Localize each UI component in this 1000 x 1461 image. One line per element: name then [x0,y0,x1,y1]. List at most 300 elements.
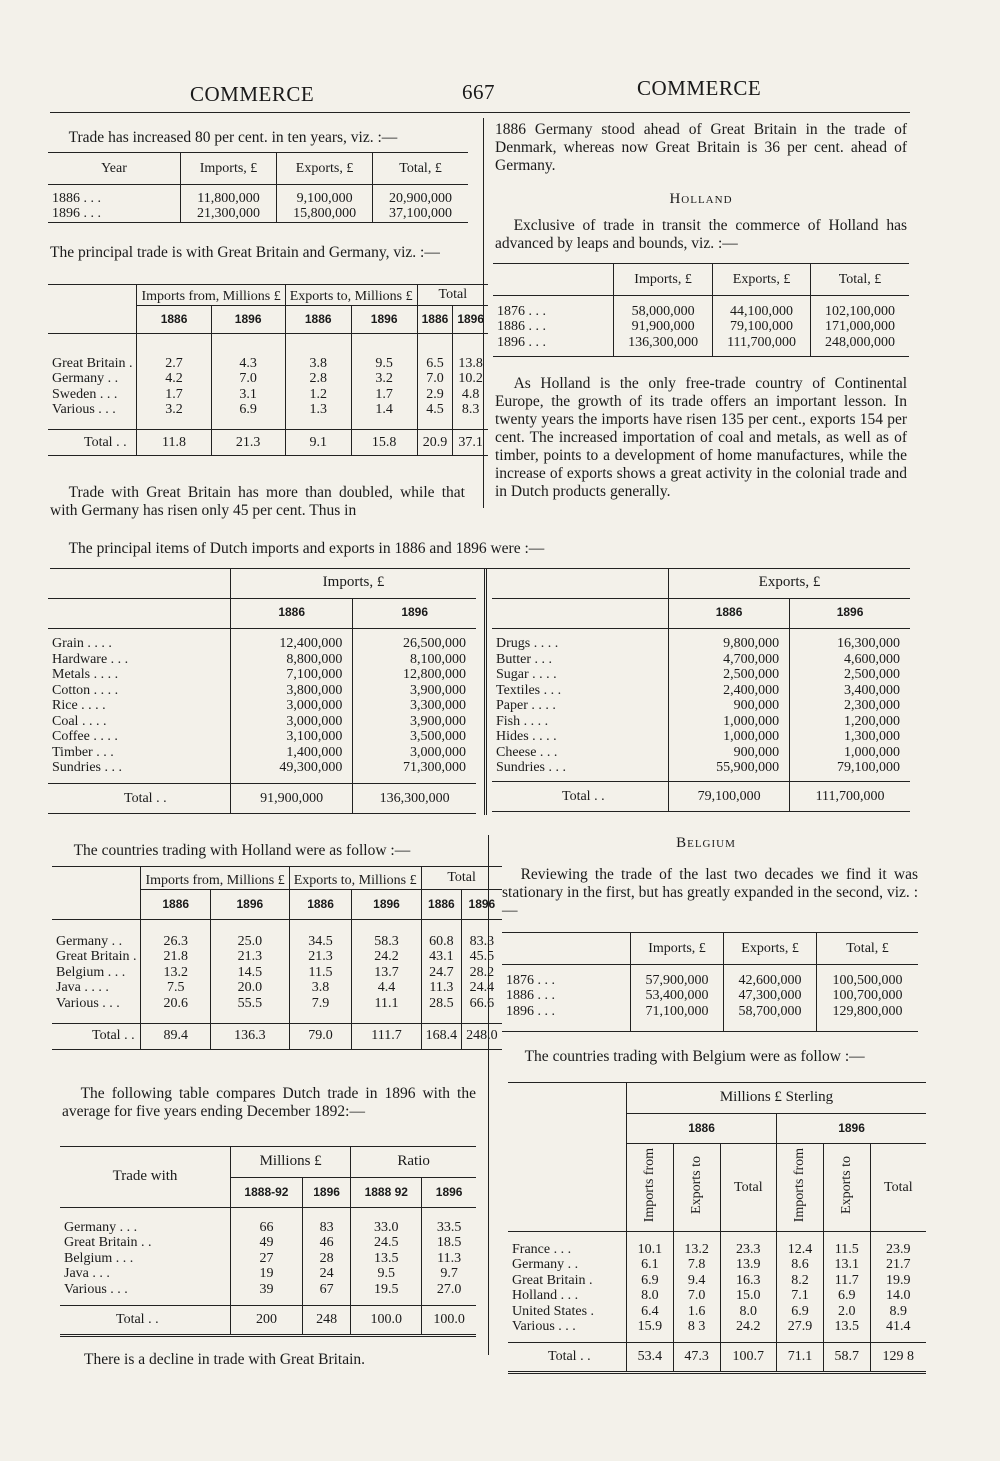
cell-value: 27.9 [777,1319,824,1335]
table-row [492,729,910,745]
cell-value: 33.0 [351,1220,422,1236]
cell-value: 2.0 [823,1304,870,1320]
cell-value: 83.3 [462,934,502,950]
table-row [48,698,476,714]
cell-value: 3,500,000 [353,729,476,745]
cell-value: 11.3 [422,1251,476,1267]
cell-value: 41.4 [870,1319,926,1335]
cell-value: 39 [231,1282,303,1298]
cell-value: 7.0 [417,371,453,387]
table-row [502,1004,918,1020]
row-label: Sundries . . . [496,760,566,775]
cell-value: 24 [302,1266,350,1282]
table-row [492,683,910,699]
cell-value: 14.0 [870,1288,926,1304]
cell-value: 66 [231,1220,303,1236]
cell-value: 1,300,000 [790,729,910,745]
cell-value: 12,800,000 [353,667,476,683]
table-row [60,1235,476,1251]
items-intro: The principal items of Dutch imports and exports in 1886 and 1896 were :— [68,540,545,557]
holland-intro: Exclusive of trade in transit the commerce of Holland has advanced by leaps and bounds, viz. :— [495,217,907,252]
col-imports: Imports, £ [181,153,277,185]
row-label: Germany . . . [64,1219,138,1235]
cell-value: 28 [302,1251,350,1267]
table-row [48,683,476,699]
cell-value: 91,900,000 [614,319,713,335]
cell-value: 79,100,000 [713,319,811,335]
cell-value: 1.7 [137,387,211,403]
cell-value: 11.5 [823,1242,870,1258]
col-trade-with: Trade with [112,1168,178,1185]
cell-value: 3.1 [211,387,285,403]
row-label: Various . . . [512,1319,576,1334]
cell-value: 6.9 [777,1304,824,1320]
cell-value: 24.4 [462,980,502,996]
row-label: Coal . . . . [52,713,107,729]
cell-value: 21.3 [210,949,289,965]
table-row [508,1273,926,1289]
cell-value: 58,000,000 [614,304,713,320]
cell-value: 33.5 [422,1220,476,1236]
row-label: Various . . . [64,1281,128,1297]
row-label: Various . . . [56,995,120,1011]
cell-value: 15.0 [720,1288,777,1304]
cell-value: 4.8 [453,387,488,403]
cell-value: 9.7 [422,1266,476,1282]
cell-value: 13.5 [823,1319,870,1335]
table-row [493,335,909,351]
col-header-label: Exports to [839,1156,855,1215]
cell-value: 24.7 [421,965,462,981]
cell-value: 13.1 [823,1257,870,1273]
cell-value: 1.4 [351,402,417,418]
cell-value: 28.2 [462,965,502,981]
cell-value: 4.5 [417,402,453,418]
cell-value: 25.0 [210,934,289,950]
cell-value: 55,900,000 [669,760,790,776]
cell-value: 13.8 [453,356,488,372]
header-rule [50,112,910,113]
row-label: Metals . . . . [52,667,119,682]
denmark-continued: 1886 Germany stood ahead of Great Britain in the trade of Denmark, whereas now Great Britain is 36 per cent. ahead of Germany. [495,121,907,174]
cell-value: 16.3 [720,1273,777,1289]
cell-value: 9.5 [351,356,417,372]
cell-value: 1,200,000 [790,714,910,730]
cell-value: 27.0 [422,1282,476,1298]
cell-value: 1.6 [673,1304,720,1320]
row-label: Sweden . . . [52,386,118,402]
total-row: Total . . 89.4 136.3 79.0 111.7 168.4 248.0 [52,1023,502,1049]
holland-heading: Holland [669,191,733,207]
table-row [52,965,502,981]
imports-items-table: Imports, £ 1886 1896 Grain . . . . 12,400,000 26,500,000 Hardware . . . 8,800,000 8,100,000 Metals . . . . 7,100,000 12,800,000 Cotton . . . . 3,800,000 3,900,000 Rice . . . . 3,000,000 3,300,000 Coal . . . . 3,000,000 3,900,000 Coffee . . . . 3,100,000 3,500,000 Timber . . . 1,400,000 3,000,000 Sundries . . . 49,300,000 71,300,000 Total . . 91,900,000 136,300,000 [48,568,476,814]
col-group-imports: Imports from, Millions £ [137,285,285,306]
cell-value: 24.5 [351,1235,422,1251]
total-row: Total . . 79,100,000 111,700,000 [492,782,910,812]
table-row [52,980,502,996]
cell-value: 2,400,000 [669,683,790,699]
cell-value: 8.3 [453,402,488,418]
cell-value: 58.3 [352,934,421,950]
cell-value: 66.6 [462,996,502,1012]
cell-value: 6.9 [823,1288,870,1304]
cell-value: 46 [302,1235,350,1251]
cell-value: 7.1 [777,1288,824,1304]
cell-value: 18.5 [422,1235,476,1251]
cell-value: 3.8 [285,356,351,372]
cell-value: 21.3 [289,949,352,965]
table-row: 1886 . . . 11,800,000 9,100,000 20,900,000 [48,191,468,207]
cell-value: 8.9 [870,1304,926,1320]
row-label: 1886 . . . [506,988,555,1003]
cell-value: 3,100,000 [231,729,353,745]
cell-value: 27 [231,1251,303,1267]
cell-value: 45.5 [462,949,502,965]
cell-value: 8.2 [777,1273,824,1289]
total-row: Total . . 11.8 21.3 9.1 15.8 20.9 37.1 [48,430,488,456]
denmark-intro: Trade has increased 80 per cent. in ten years, viz. :— [68,129,398,146]
items-divider [484,568,487,815]
cell-value: 8,100,000 [353,652,476,668]
page-number: 667 [462,80,495,104]
total-row: Total . . 53.4 47.3 100.7 71.1 58.7 129 8 [508,1343,926,1373]
cell-value: 16,300,000 [790,636,910,652]
table-row [48,729,476,745]
cell-value: 21.8 [141,949,210,965]
cell-value: 24.2 [720,1319,777,1335]
cell-value: 7,100,000 [231,667,353,683]
cell-value: 20.0 [210,980,289,996]
cell-value: 9.4 [673,1273,720,1289]
cell-value: 34.5 [289,934,352,950]
cell-value: 11.5 [289,965,352,981]
cell-value: 42,600,000 [724,973,817,989]
cell-value: 2.8 [285,371,351,387]
denmark-principal: The principal trade is with Great Britain and Germany, viz. :— [50,244,440,261]
cell-value: 23.9 [870,1242,926,1258]
row-label: Belgium . . . [64,1250,134,1266]
row-label: Sugar . . . . [496,667,557,682]
col-header [673,1144,720,1232]
cell-value: 171,000,000 [810,319,909,335]
row-label: 1896 . . . [497,334,546,350]
row-label: Fish . . . . [496,713,549,729]
table-row [48,636,476,652]
row-label: 1876 . . . [506,972,555,988]
row-label: Java . . . . [56,980,109,995]
cell-value: 4.2 [137,371,211,387]
cell-value: 8.0 [627,1288,674,1304]
cell-value: 83 [302,1220,350,1236]
cell-value: 248,000,000 [810,335,909,351]
cell-value: 136,300,000 [614,335,713,351]
cell-value: 6.5 [417,356,453,372]
cell-value: 1,000,000 [790,745,910,761]
cell-value: 2,300,000 [790,698,910,714]
holland-trade-table: Imports, £ Exports, £ Total, £ 1876 . . . 58,000,000 44,100,000 102,100,000 1886 . . . 91,900,000 79,100,000 171,000,000 1896 . . . 136,300,000 111,700,000 248,000,000 [493,263,909,357]
cell-value: 8.6 [777,1257,824,1273]
cell-value: 58,700,000 [724,1004,817,1020]
cell-value: 3.2 [137,402,211,418]
table-row [492,745,910,761]
cell-value: 129,800,000 [817,1004,918,1020]
cell-value: 11.7 [823,1273,870,1289]
table-row [508,1242,926,1258]
cell-value: 111,700,000 [713,335,811,351]
table-row [48,652,476,668]
table-row [60,1220,476,1236]
table-row: 1896 . . . 21,300,000 15,800,000 37,100,000 [48,206,468,222]
col-header-label: Total [884,1179,913,1195]
table-row [508,1319,926,1335]
table-row [492,636,910,652]
cell-value: 13.7 [352,965,421,981]
belgium-intro: Reviewing the trade of the last two decades we find it was stationary in the first, but has greatly expanded in the second, viz. :— [502,866,918,919]
belgium-trade-table: Imports, £ Exports, £ Total, £ 1876 . . . 57,900,000 42,600,000 100,500,000 1886 . . . 53,400,000 47,300,000 100,700,000 1896 . . . 71,100,000 58,700,000 129,800,000 [502,932,918,1032]
cell-value: 13.2 [141,965,210,981]
cell-value: 1.3 [285,402,351,418]
table-row [48,760,476,776]
table-row [48,402,488,418]
cell-value: 24.2 [352,949,421,965]
cell-value: 11.1 [352,996,421,1012]
table-row [48,356,488,372]
cell-value: 2,500,000 [669,667,790,683]
cell-value: 1.7 [351,387,417,403]
cell-value: 14.5 [210,965,289,981]
row-label: 1876 . . . [497,303,546,319]
row-label: Great Britain . [56,949,137,964]
cell-value: 15.9 [627,1319,674,1335]
cell-value: 102,100,000 [810,304,909,320]
cell-value: 49,300,000 [231,760,353,776]
cell-value: 4.4 [352,980,421,996]
cell-value: 13.2 [673,1242,720,1258]
cell-value: 28.5 [421,996,462,1012]
row-label: Sundries . . . [52,760,122,775]
cell-value: 9,800,000 [669,636,790,652]
belgium-heading: Belgium [676,835,736,851]
cell-value: 2.9 [417,387,453,403]
col-header [870,1144,926,1232]
table-row [60,1282,476,1298]
cell-value: 6.4 [627,1304,674,1320]
table-row [493,319,909,335]
cell-value: 4,600,000 [790,652,910,668]
table-row [48,387,488,403]
cell-value: 3,300,000 [353,698,476,714]
table-row [502,973,918,989]
table-row [52,996,502,1012]
cell-value: 7.0 [673,1288,720,1304]
table-row [508,1257,926,1273]
col-group-total: Total [417,285,488,306]
cell-value: 19.9 [870,1273,926,1289]
cell-value: 53,400,000 [631,988,724,1004]
row-label: Rice . . . . [52,698,106,713]
compare-closing: There is a decline in trade with Great Britain. [84,1351,366,1368]
cell-value: 79,100,000 [790,760,910,776]
cell-value: 3.8 [289,980,352,996]
holland-paragraph: As Holland is the only free-trade country of Continental Europe, the growth of its trade offers an important lesson. In twenty years the imports have risen 135 per cent., exports 154 per cent. The increased importation of coal and metals, as well as of timber, points to a development of home manufactures, while the increase of exports shows a great activity in the colonial trade and in Dutch products generally. [495,375,907,500]
cell-value: 3.2 [351,371,417,387]
cell-value: 26,500,000 [353,636,476,652]
col-header-label: Imports from [792,1148,808,1223]
cell-value: 71,300,000 [353,760,476,776]
row-label: Grain . . . . [52,636,112,651]
table-row [492,760,910,776]
cell-value: 8 3 [673,1319,720,1335]
row-label: Butter . . . [496,651,552,667]
table-row [48,371,488,387]
cell-value: 26.3 [141,934,210,950]
col-header [823,1144,870,1232]
cell-value: 8,800,000 [231,652,353,668]
cell-value: 12.4 [777,1242,824,1258]
row-label: Great Britain . . [64,1235,152,1250]
col-header [627,1144,674,1232]
cell-value: 2.7 [137,356,211,372]
row-label: United States . [512,1303,595,1319]
cell-value: 3,900,000 [353,714,476,730]
cell-value: 3,000,000 [231,698,353,714]
cell-value: 19 [231,1266,303,1282]
cell-value: 3,800,000 [231,683,353,699]
total-row: Total . . 200 248 100.0 100.0 [60,1305,476,1335]
compare-intro: The following table compares Dutch trade in 1896 with the average for five years ending December 1892:— [62,1085,476,1120]
table-row [492,667,910,683]
cell-value: 10.2 [453,371,488,387]
table-row [493,304,909,320]
cell-value: 3,000,000 [231,714,353,730]
row-label: Germany . . [56,933,123,949]
cell-value: 100,500,000 [817,973,918,989]
row-label: Coffee . . . . [52,729,118,744]
cell-value: 1,000,000 [669,714,790,730]
belgium-countries-table: Millions £ Sterling 1886 1896 Imports from Exports to Total Imports from Exports to Total France . . . 10.1 13.2 23.3 12.4 11.5 23.9 Germany . . 6.1 7.8 13.9 8.6 13.1 21.7 Great Britain . 6.9 9.4 16.3 8.2 11.7 19.9 Holland . . . 8.0 7.0 15.0 7.1 6.9 14.0 United States . 6.4 1.6 8.0 6.9 2.0 8.9 Various . . . 15.9 8 3 24.2 27.9 13.5 41.4 Total . . 53.4 47.3 100.7 71.1 58.7 129 8 [508,1082,926,1374]
cell-value: 1.2 [285,387,351,403]
table-row [508,1288,926,1304]
cell-value: 71,100,000 [631,1004,724,1020]
cell-value: 19.5 [351,1282,422,1298]
cell-value: 49 [231,1235,303,1251]
total-row: Total . . 91,900,000 136,300,000 [48,784,476,814]
row-label: Cheese . . . [496,744,558,760]
row-label: Textiles . . . [496,682,562,698]
col-header [720,1144,777,1232]
cell-value: 6.1 [627,1257,674,1273]
cell-value: 44,100,000 [713,304,811,320]
cell-value: 6.9 [627,1273,674,1289]
row-label: Drugs . . . . [496,636,559,651]
cell-value: 10.1 [627,1242,674,1258]
row-label: Belgium . . . [56,964,126,980]
cell-value: 4,700,000 [669,652,790,668]
cell-value: 13.9 [720,1257,777,1273]
row-label: 1886 . . . [497,319,546,334]
belgium-countries-intro: The countries trading with Belgium were as follow :— [524,1048,865,1065]
row-label: Paper . . . . [496,698,556,713]
table-row [492,652,910,668]
cell-value: 7.5 [141,980,210,996]
col-group-exports: Exports to, Millions £ [285,285,417,306]
cell-value: 23.3 [720,1242,777,1258]
col-header-label: Total [734,1179,763,1195]
cell-value: 67 [302,1282,350,1298]
cell-value: 43.1 [421,949,462,965]
holland-countries-table: Imports from, Millions £ Exports to, Millions £ Total 1886 1896 1886 1896 1886 1896 Germany . . 26.3 25.0 34.5 58.3 60.8 83.3 Great Britain . 21.8 21.3 21.3 24.2 43.1 45.5 Belgium . . . 13.2 14.5 11.5 13.7 24.7 28.2 Java . . . . 7.5 20.0 3.8 4.4 11.3 24.4 Various . . . 20.6 55.5 7.9 11.1 28.5 66.6 Total . . 89.4 136.3 79.0 111.7 168.4 248.0 [52,866,502,1050]
cell-value: 7.9 [289,996,352,1012]
row-label: 1896 . . . [506,1003,555,1019]
row-label: Great Britain . [512,1272,593,1288]
running-header-left: COMMERCE [190,82,315,106]
row-label: Timber . . . [52,744,114,760]
row-label: Hardware . . . [52,651,129,667]
cell-value: 11.3 [421,980,462,996]
running-header-right: COMMERCE [637,76,762,100]
row-label: Germany . . [512,1257,579,1272]
cell-value: 2,500,000 [790,667,910,683]
cell-value: 57,900,000 [631,973,724,989]
table-row [492,714,910,730]
table-row [52,949,502,965]
cell-value: 7.0 [211,371,285,387]
table-row [492,698,910,714]
cell-value: 100,700,000 [817,988,918,1004]
col-header-label: Exports to [689,1156,705,1215]
table-row [60,1251,476,1267]
cell-value: 8.0 [720,1304,777,1320]
row-label: Java . . . [64,1266,110,1281]
row-label: Holland . . . [512,1288,579,1303]
cell-value: 6.9 [211,402,285,418]
row-label: France . . . [512,1241,572,1257]
holland-countries-intro: The countries trading with Holland were as follow :— [73,842,411,859]
cell-value: 3,900,000 [353,683,476,699]
compare-table: Trade with Millions £ Ratio 1888-92 1896 1888 92 1896 Germany . . . 66 83 33.0 33.5 Great Britain . . 49 46 24.5 18.5 Belgium . . . 27 28 13.5 11.3 Java . . . 19 24 9.5 9.7 Various . . . 39 67 19.5 27.0 Total . . 200 248 100.0 100.0 [60,1146,476,1337]
cell-value: 13.5 [351,1251,422,1267]
cell-value: 20.6 [141,996,210,1012]
cell-value: 60.8 [421,934,462,950]
cell-value: 3,000,000 [353,745,476,761]
exports-items-table: Exports, £ 1886 1896 Drugs . . . . 9,800,000 16,300,000 Butter . . . 4,700,000 4,600,000 Sugar . . . . 2,500,000 2,500,000 Textiles . . . 2,400,000 3,400,000 Paper . . . . 900,000 2,300,000 Fish . . . . 1,000,000 1,200,000 Hides . . . . 1,000,000 1,300,000 Cheese . . . 900,000 1,000,000 Sundries . . . 55,900,000 79,100,000 Total . . 79,100,000 111,700,000 [492,568,910,812]
cell-value: 47,300,000 [724,988,817,1004]
row-label: Great Britain . [52,355,133,371]
row-label: Various . . . [52,402,116,417]
cell-value: 1,000,000 [669,729,790,745]
table-row [48,714,476,730]
cell-value: 21.7 [870,1257,926,1273]
cell-value: 7.8 [673,1257,720,1273]
cell-value: 1,400,000 [231,745,353,761]
cell-value: 900,000 [669,698,790,714]
row-label: Cotton . . . . [52,682,119,698]
cell-value: 9.5 [351,1266,422,1282]
col-header [777,1144,824,1232]
denmark-closing: Trade with Great Britain has more than doubled, while that with Germany has risen only 45 per cent. Thus in [50,484,465,519]
table-row [60,1266,476,1282]
cell-value: 900,000 [669,745,790,761]
row-label: Hides . . . . [496,729,557,744]
table-row [48,667,476,683]
col-header-label: Imports from [642,1148,658,1223]
table-row [52,934,502,950]
table-row [502,988,918,1004]
denmark-countries-table: Imports from, Millions £ Exports to, Millions £ Total 1886 1896 1886 1896 1886 1896 Great Britain . 2.7 4.3 3.8 9.5 6.5 13.8 Germany . . 4.2 7.0 2.8 3.2 7.0 10.2 Sweden . . . 1.7 3.1 1.2 1.7 2.9 4.8 Various . . . 3.2 6.9 1.3 1.4 4.5 8.3 Total . . 11.8 21.3 9.1 15.8 20.9 37.1 [48,284,488,456]
cell-value: 55.5 [210,996,289,1012]
row-label: Germany . . [52,371,119,386]
table-row [48,745,476,761]
